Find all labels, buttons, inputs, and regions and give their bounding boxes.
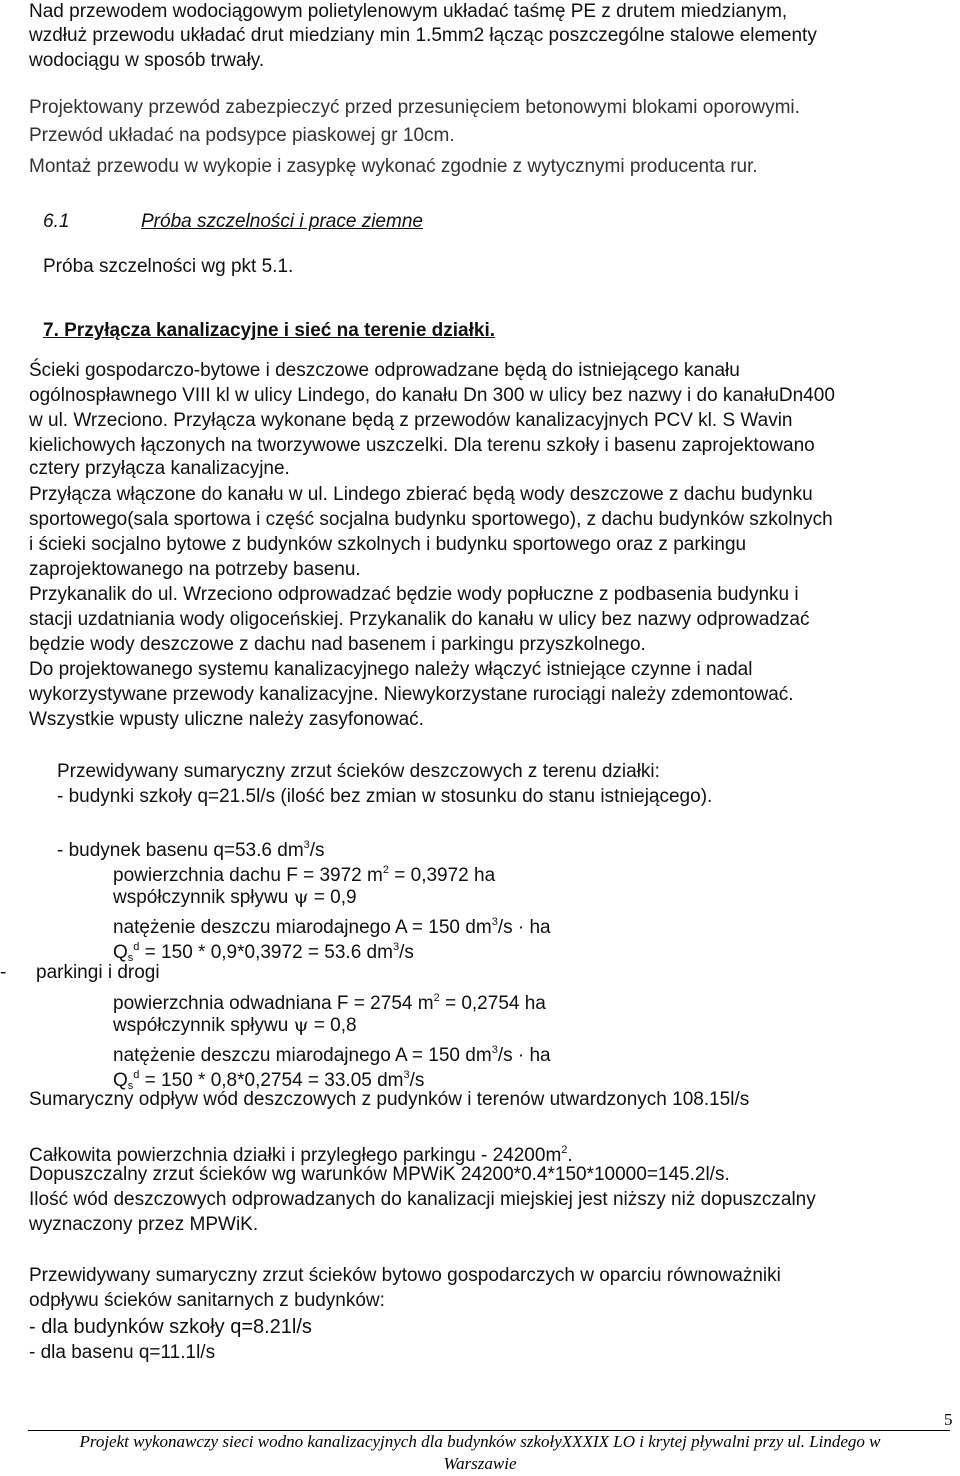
calc-sum: Sumaryczny odpływ wód deszczowych z pudynków i terenów utwardzonych 108.15l/s xyxy=(29,1089,750,1110)
calc-heading: Przewidywany sumaryczny zrzut ścieków deszczowych z terenu działki: xyxy=(57,761,660,782)
paragraph-line: Przyłącza włączone do kanału w ul. Lindego zbierać będą wody deszczowe z dachu budynku xyxy=(29,484,813,505)
total-line: Całkowita powierzchnia działki i przyległego parkingu - $24200m^2$. xyxy=(29,1144,573,1166)
paragraph-line: Ścieki gospodarczo-bytowe i deszczowe odprowadzane będą do istniejącego kanału xyxy=(29,360,740,381)
calc-park-q: $Q_s^d = 150 * 0,8*0,2754 = 33.05$ $dm^3/s$ xyxy=(113,1069,425,1092)
paragraph-line: będzie wody deszczowe z dachu nad basenem i parkingu przyszkolnego. xyxy=(29,634,646,655)
intro-line: wodociągu w sposób trwały. xyxy=(29,50,265,71)
calc-pool-q: $Q_s^d = 150 * 0,9*0,3972 = 53.6$ $dm^3/s$ xyxy=(113,941,414,964)
sanit-line: - dla basenu q=11.1l/s xyxy=(29,1342,216,1363)
sanit-line: - dla budynków szkoły q=8.21l/s xyxy=(29,1316,312,1338)
paragraph-line: Wszystkie wpusty uliczne należy zasyfonować. xyxy=(29,709,424,730)
section-heading: 7. Przyłącza kanalizacyjne i sieć na terenie działki. xyxy=(43,320,496,341)
psi-symbol: ψ xyxy=(293,1014,309,1036)
intro-line: wzdłuż przewodu układać drut miedziany min 1.5mm2 łącząc poszczególne stalowe elementy xyxy=(29,25,817,46)
paragraph-line: kielichowych łączonych na tworzywowe uszczelki. Dla terenu szkoły i basenu zaprojektowano xyxy=(29,435,815,456)
paragraph-line: ogólnospławnego VIII kl w ulicy Lindego, do kanału Dn 300 w ulicy bez nazwy i do kanałuDn400 xyxy=(29,385,835,406)
calc-pool-rain: natężenie deszczu miarodajnego A = 150 $dm^3/s$ · ha xyxy=(113,916,551,938)
calc-dash: - xyxy=(0,962,7,983)
paragraph-line: zaprojektowanego na potrzeby basenu. xyxy=(29,559,361,580)
paragraph-line: w ul. Wrzeciono. Przyłącza wykonane będą z przewodów kanalizacyjnych PCV kl. S Wavin xyxy=(29,410,793,431)
calc-parking: parkingi i drogi xyxy=(36,962,160,983)
paragraph-line: cztery przyłącza kanalizacyjne. xyxy=(29,458,290,479)
section-number: 6.1 xyxy=(43,211,70,232)
page-number: 5 xyxy=(944,1410,953,1429)
proj-line: Projektowany przewód zabezpieczyć przed przesunięciem betonowymi blokami oporowymi. xyxy=(29,97,800,118)
calc-school: - budynki szkoły q=21.5l/s (ilość bez zmian w stosunku do stanu istniejącego). xyxy=(57,786,713,807)
sanit-line: Przewidywany sumaryczny zrzut ścieków bytowo gospodarczych w oparciu równoważniki xyxy=(29,1265,781,1286)
proj-line: Przewód układać na podsypce piaskowej gr 10cm. xyxy=(29,125,455,146)
paragraph-line: Do projektowanego systemu kanalizacyjnego należy włączyć istniejące czynne i nadal xyxy=(29,659,753,680)
calc-pool-coef: współczynnik spływu ψ = 0,9 xyxy=(113,886,357,908)
calc-park-area: powierzchnia odwadniana F = 2754 $m^2 = 0,2754$ ha xyxy=(113,992,546,1014)
psi-symbol: ψ xyxy=(293,886,309,908)
total-line: wyznaczony przez MPWiK. xyxy=(29,1214,259,1235)
total-line: Dopuszczalny zrzut ścieków wg warunków MPWiK 24200*0.4*150*10000=145.2l/s. xyxy=(29,1164,730,1185)
calc-pool-area: powierzchnia dachu F = 3972 $m^2 = 0,3972$ ha xyxy=(113,864,496,886)
paragraph-line: wykorzystywane przewody kanalizacyjne. Niewykorzystane rurociągi należy zdemontować. xyxy=(29,684,794,705)
paragraph-line: Przykanalik do ul. Wrzeciono odprowadzać będzie wody popłuczne z podbasenia budynku i xyxy=(29,584,799,605)
calc-pool: - budynek basenu q=53.6 $dm^3/s$ xyxy=(57,839,325,861)
total-line: Ilość wód deszczowych odprowadzanych do kanalizacji miejskiej jest niższy niż dopuszczalny xyxy=(29,1189,816,1210)
footer-line: Projekt wykonawczy sieci wodno kanalizacyjnych dla budynków szkołyXXXIX LO i krytej pływalni przy ul. Lindego w xyxy=(79,1432,881,1451)
paragraph-line: sportowego(sala sportowa i część socjalna budynku sportowego), z dachu budynków szkolnych xyxy=(29,509,833,530)
proj-line: Montaż przewodu w wykopie i zasypkę wykonać zgodnie z wytycznymi producenta rur. xyxy=(29,156,758,177)
section-title: Próba szczelności i prace ziemne xyxy=(141,211,423,232)
footer-line: Warszawie xyxy=(443,1454,517,1473)
calc-park-coef: współczynnik spływu ψ = 0,8 xyxy=(113,1014,357,1036)
paragraph-line: stacji uzdatniania wody oligoceńskiej. Przykanalik do kanału w ulicy bez nazwy odprowadzać xyxy=(29,609,810,630)
section-body: Próba szczelności wg pkt 5.1. xyxy=(43,256,294,277)
sanit-line: odpływu ścieków sanitarnych z budynków: xyxy=(29,1290,385,1311)
paragraph-line: i ścieki socjalno bytowe z budynków szkolnych i budynku sportowego oraz z parkingu xyxy=(29,534,747,555)
calc-park-rain: natężenie deszczu miarodajnego A = 150 $dm^3/s$ · ha xyxy=(113,1044,551,1066)
intro-line: Nad przewodem wodociągowym polietylenowym układać taśmę PE z drutem miedzianym, xyxy=(29,1,788,22)
